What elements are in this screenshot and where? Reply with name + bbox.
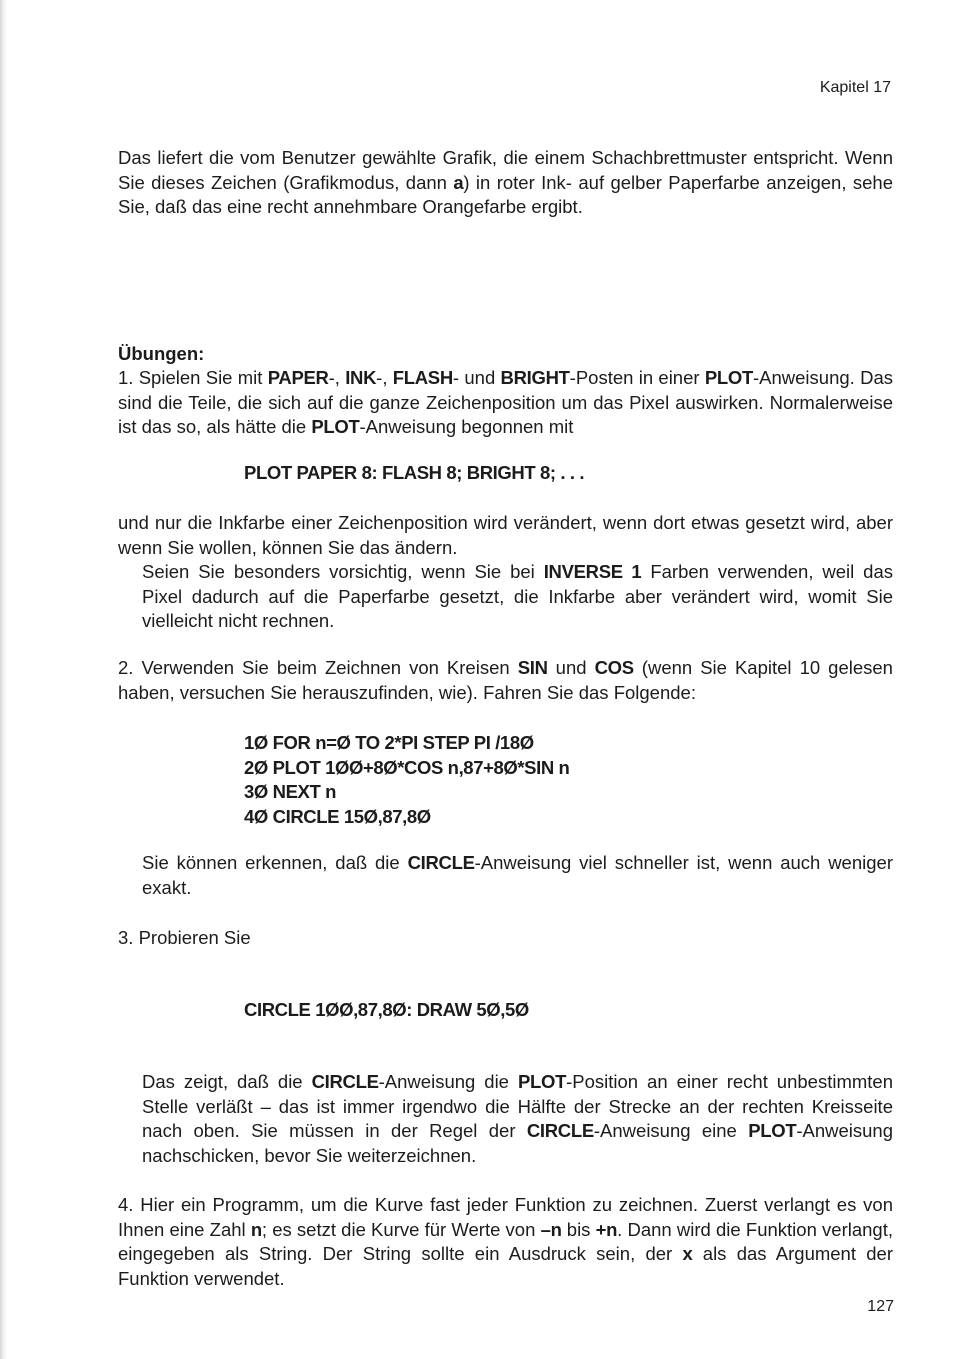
intro-paragraph: Das liefert die vom Benutzer gewählte Grafik, die einem Schachbrettmuster entspricht. Wenn Sie dieses Zeichen (Grafikmodus, dann a) in roter Ink- auf gelber Paperfarbe anzeigen, sehe Sie, daß das eine recht annehmbare Orangefarbe ergibt.	[118, 147, 893, 218]
exercise-1-code: PLOT PAPER 8: FLASH 8; BRIGHT 8; . . .	[244, 462, 585, 483]
exercise-1-text: 1. Spielen Sie mit PAPER-, INK-, FLASH- und BRIGHT-Posten in einer PLOT-Anweisung. Das sind die Teile, die sich auf die ganze Zeichenposition um das Pixel auswirken. Normalerweise ist das so, als hätte die PLOT-Anweisung begonnen mit	[118, 367, 893, 438]
exercise-3-text: 3. Probieren Sie	[118, 927, 251, 948]
exercise-2-code-listing	[244, 731, 569, 829]
page-number: 127	[867, 1298, 894, 1315]
exercise-3-code: CIRCLE 1ØØ,87,8Ø: DRAW 5Ø,5Ø	[244, 999, 529, 1020]
exercise-2-text: 2. Verwenden Sie beim Zeichnen von Kreisen SIN und COS (wenn Sie Kapitel 10 gelesen haben, versuchen Sie herauszufinden, wie). Fahren Sie das Folgende:	[118, 657, 893, 703]
exercise-1-paragraph-3: Seien Sie besonders vorsichtig, wenn Sie bei INVERSE 1 Farben verwenden, weil das Pixel dadurch auf die Paperfarbe gesetzt, die Inkfarbe aber verändert wird, womit Sie vielleicht nicht rechnen.	[142, 561, 893, 632]
code-line: 3Ø NEXT n	[244, 781, 336, 802]
code-line: 2Ø PLOT 1ØØ+8Ø*COS n,87+8Ø*SIN n	[244, 756, 570, 778]
exercise-1-paragraph-2: und nur die Inkfarbe einer Zeichenposition wird verändert, wenn dort etwas gesetzt wird, aber wenn Sie wollen, können Sie das ändern.	[118, 512, 893, 558]
exercises-heading: Übungen:	[118, 343, 205, 364]
exercise-4-text: 4. Hier ein Programm, um die Kurve fast jeder Funktion zu zeichnen. Zuerst verlangt es von Ihnen eine Zahl n; es setzt die Kurve für Werte von –n bis +n. Dann wird die Funktion verlangt, eingegeben als String. Der String sollte ein Ausdruck sein, der x als das Argument der Funktion verwendet.	[118, 1194, 894, 1290]
code-line: 1Ø FOR n=Ø TO 2*PI STEP PI /18Ø	[244, 732, 534, 753]
exercise-2-paragraph-2: Sie können erkennen, daß die CIRCLE-Anweisung viel schneller ist, wenn auch weniger exakt.	[142, 852, 893, 898]
chapter-header: Kapitel 17	[819, 79, 891, 96]
page-binding-shadow	[0, 0, 7, 1359]
exercise-3-paragraph: Das zeigt, daß die CIRCLE-Anweisung die PLOT-Position an einer recht unbestimmten Stelle verläßt – das ist immer irgendwo die Hälfte der Strecke an der rechten Kreisseite nach oben. Sie müssen in der Regel der CIRCLE-Anweisung eine PLOT-Anweisung nachschicken, bevor Sie weiterzeichnen.	[142, 1071, 893, 1167]
code-line: 4Ø CIRCLE 15Ø,87,8Ø	[244, 805, 431, 827]
